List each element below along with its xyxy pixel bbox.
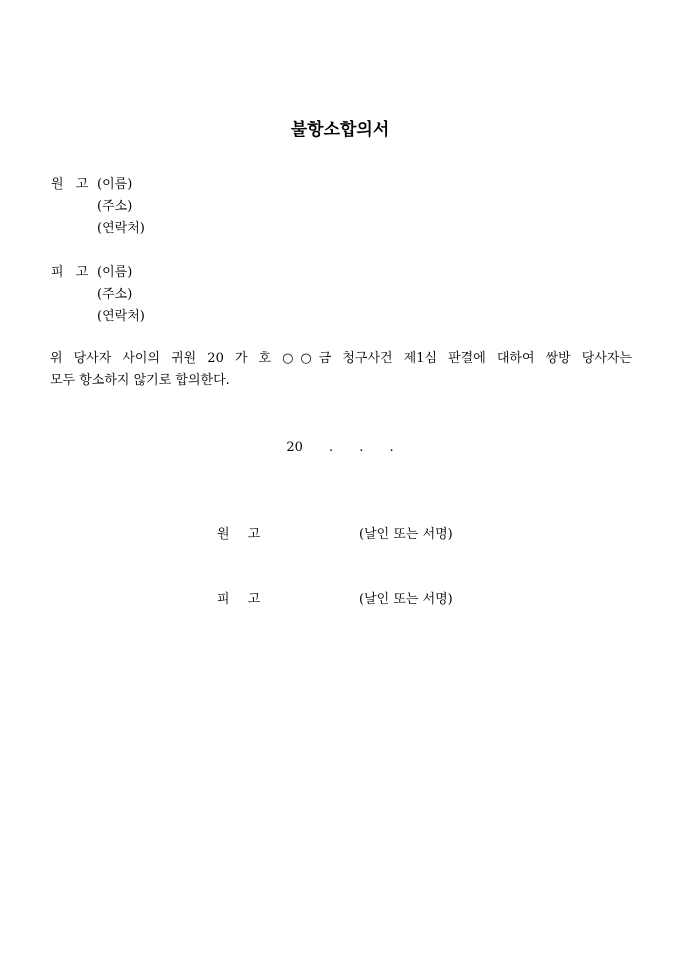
date-line: 20 . . . xyxy=(286,440,394,455)
signature-defendant-label: 피 고 xyxy=(217,592,261,607)
plaintiff-label: 원 고 xyxy=(51,177,89,192)
signature-defendant-seal: (날인 또는 서명) xyxy=(359,592,453,607)
defendant-name-field: (이름) xyxy=(97,265,133,280)
plaintiff-contact-field: (연락처) xyxy=(97,221,145,236)
signature-plaintiff-seal: (날인 또는 서명) xyxy=(359,527,453,542)
defendant-address-field: (주소) xyxy=(97,287,133,302)
agreement-paragraph xyxy=(50,348,632,392)
defendant-contact-field: (연락처) xyxy=(97,309,145,324)
plaintiff-name-field: (이름) xyxy=(97,177,133,192)
defendant-label: 피 고 xyxy=(51,265,89,280)
plaintiff-address-field: (주소) xyxy=(97,199,133,214)
agreement-line-1: 위 당사자 사이의 귀원 20 가 호 ○○금 청구사건 제1심 판결에 대하여 쌍방 당사자는 xyxy=(50,351,632,366)
agreement-line-2: 모두 항소하지 않기로 합의한다. xyxy=(50,373,230,388)
signature-plaintiff-label: 원 고 xyxy=(217,527,261,542)
document-title: 불항소합의서 xyxy=(290,120,390,140)
